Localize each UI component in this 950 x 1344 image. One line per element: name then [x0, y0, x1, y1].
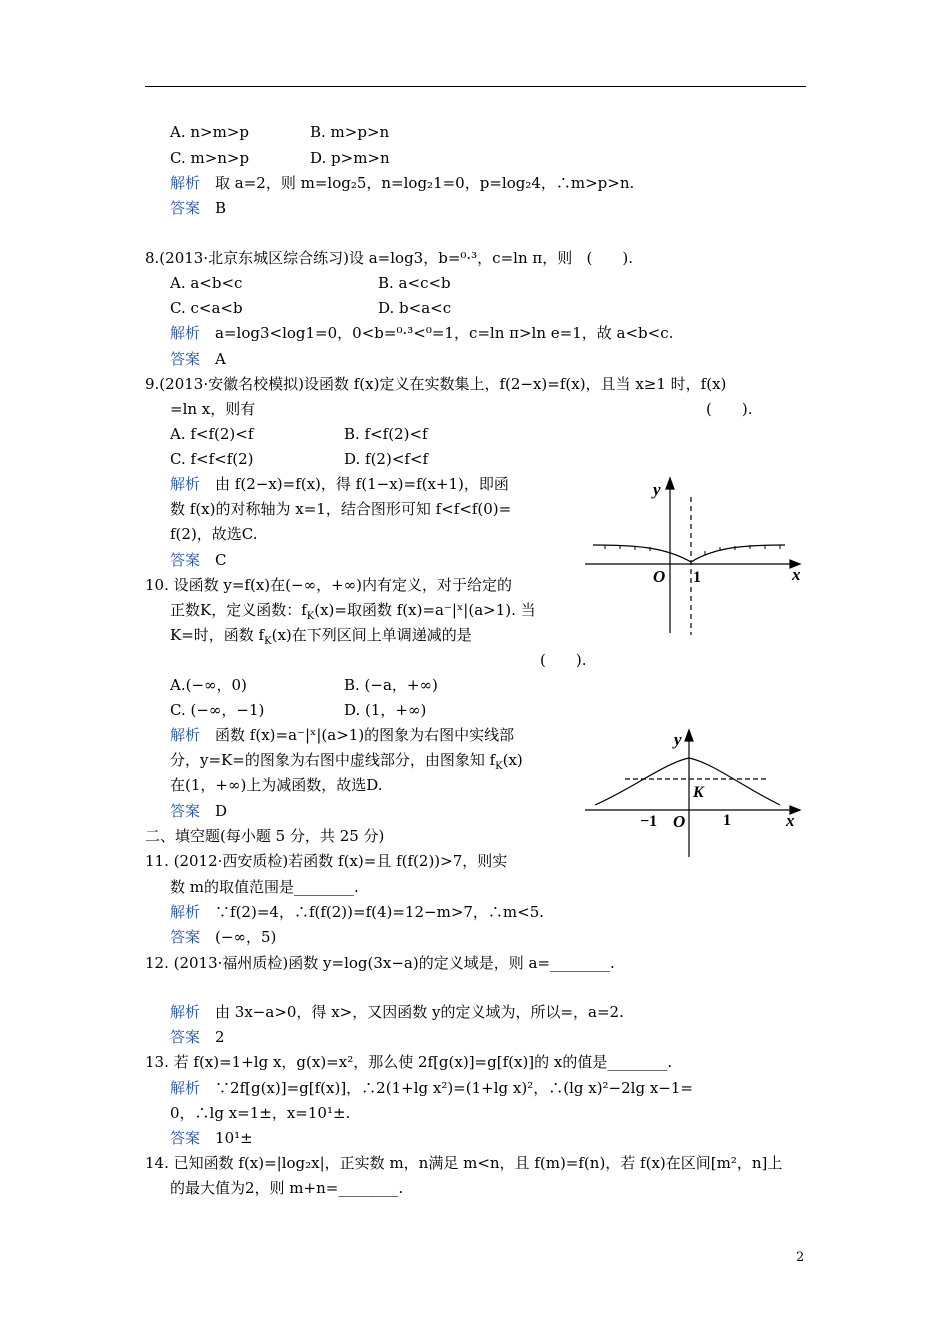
q7-option-d: D. p>m>n — [310, 149, 390, 167]
q9-curve-left — [593, 545, 691, 562]
q13-answer: 10¹± — [215, 1129, 253, 1147]
q9-option-a: A. f<f(2)<f — [170, 425, 254, 443]
q13-answer-label: 答案 — [170, 1129, 201, 1147]
q10-stem-line2-rest: (x)=取函数 f(x)=a⁻|ˣ|(a>1). 当 — [314, 601, 536, 619]
q10-analysis-line1: 函数 f(x)=a⁻|ˣ|(a>1)的图象为右图中实线部 — [215, 726, 515, 744]
q10-stem-line1: 10. 设函数 y=f(x)在(−∞，+∞)内有定义，对于给定的 — [145, 576, 512, 594]
q9-analysis-line3: f(2)，故选C. — [170, 525, 258, 543]
q14-stem-line1: 14. 已知函数 f(x)=|log₂x|，正实数 m，n满足 m<n，且 f(m)=f(n)，若 f(x)在区间[m²，n]上 — [145, 1154, 783, 1172]
q9-tick-1: 1 — [693, 569, 701, 586]
q7-option-b: B. m>p>n — [310, 123, 390, 141]
q9-y-label: y — [653, 480, 661, 499]
q9-stem-line2: =ln x，则有 — [170, 400, 256, 418]
q8-option-a: A. a<b<c — [170, 274, 243, 292]
q9-analysis-line1: 由 f(2−x)=f(x)，得 f(1−x)=f(x+1)，即函 — [215, 475, 509, 493]
q8-stem: 8.(2013·北京东城区综合练习)设 a=log3，b=⁰·³，c=ln π，则 ( ). — [145, 249, 634, 267]
q9-stem-line1: 9.(2013·安徽名校模拟)设函数 f(x)定义在实数集上，f(2−x)=f(x)，且当 x≥1 时，f(x) — [145, 375, 727, 393]
q7-option-c: C. m>n>p — [170, 149, 250, 167]
q11-stem-line2: 数 m的取值范围是________. — [170, 878, 359, 896]
q12-analysis: 由 3x−a>0，得 x>，又因函数 y的定义域为，所以=，a=2. — [215, 1003, 624, 1021]
q8-answer: A — [215, 350, 226, 368]
q10-k-label: K — [693, 784, 704, 801]
q7-answer: B — [215, 199, 227, 217]
q7-option-a: A. n>m>p — [170, 123, 249, 141]
q10-answer-label: 答案 — [170, 802, 201, 820]
q10-option-d: D. (1，+∞) — [344, 701, 427, 719]
q7-analysis: 取 a=2，则 m=log₂5，n=log₂1=0，p=log₂4，∴m>p>n. — [215, 174, 635, 192]
q10-curve — [595, 758, 780, 805]
q13-analysis-line1: ∵2f[g(x)]=g[f(x)]，∴2(1+lg x²)=(1+lg x)²，∴(lg x)²−2lg x−1= — [215, 1079, 693, 1097]
q8-option-c: C. c<a<b — [170, 299, 243, 317]
q10-tick-neg1: −1 — [640, 813, 658, 830]
q10-analysis-line2: 分，y=K=的图象为右图中虚线部分，由图象知 f — [170, 751, 496, 769]
q11-answer-label: 答案 — [170, 928, 201, 946]
q13-stem: 13. 若 f(x)=1+lg x，g(x)=x²，那么使 2f[g(x)]=g[f(x)]的 x的值是________. — [145, 1053, 673, 1071]
q10-graph — [585, 725, 810, 860]
q8-option-b: B. a<c<b — [378, 274, 451, 292]
q10-stem-line3: K=时，函数 f — [170, 626, 265, 644]
q12-analysis-label: 解析 — [170, 1003, 201, 1021]
q8-answer-label: 答案 — [170, 350, 201, 368]
q9-option-b: B. f<f(2)<f — [344, 425, 428, 443]
page-number: 2 — [796, 1250, 805, 1265]
q10-x-label: x — [786, 811, 795, 830]
q9-answer-label: 答案 — [170, 551, 201, 569]
section-2-heading: 二、填空题(每小题 5 分，共 25 分) — [145, 827, 385, 845]
q9-answer-paren: ( ). — [706, 400, 753, 418]
q9-option-c: C. f<f<f(2) — [170, 450, 254, 468]
q10-y-label: y — [674, 730, 682, 749]
q7-analysis-label: 解析 — [170, 174, 201, 192]
q10-analysis-label: 解析 — [170, 726, 201, 744]
q10-option-c: C. (−∞，−1) — [170, 701, 265, 719]
q9-graph — [585, 475, 810, 635]
header-rule — [145, 86, 806, 87]
q10-analysis-line2-sub: K — [495, 761, 503, 772]
q10-analysis-line2-rest: (x) — [502, 751, 523, 769]
q12-answer: 2 — [215, 1028, 225, 1046]
q11-answer: (−∞，5) — [215, 928, 277, 946]
q9-analysis-label: 解析 — [170, 475, 201, 493]
q12-stem: 12. (2013·福州质检)函数 y=log(3x−a)的定义域是，则 a=________. — [145, 954, 615, 972]
q11-analysis: ∵f(2)=4，∴f(f(2))=f(4)=12−m>7，∴m<5. — [215, 903, 545, 921]
q9-analysis-line2: 数 f(x)的对称轴为 x=1，结合图形可知 f<f<f(0)= — [170, 500, 512, 518]
q8-option-d: D. b<a<c — [378, 299, 452, 317]
q10-stem-line2: 正数K，定义函数：f — [170, 601, 307, 619]
q10-tick-1: 1 — [723, 812, 731, 829]
q10-stem-line3-sub: K — [264, 636, 272, 647]
q13-analysis-label: 解析 — [170, 1079, 201, 1097]
q13-analysis-line2: 0，∴lg x=1±，x=10¹±. — [170, 1104, 351, 1122]
q10-answer-paren: ( ). — [540, 651, 587, 669]
q10-origin-label: O — [673, 812, 686, 831]
q10-option-b: B. (−a，+∞) — [344, 676, 438, 694]
q7-answer-label: 答案 — [170, 199, 201, 217]
q14-stem-line2: 的最大值为2，则 m+n=________. — [170, 1179, 404, 1197]
q10-answer: D — [215, 802, 228, 820]
q8-analysis: a=log3<log1=0，0<b=⁰·³<⁰=1，c=ln π>ln e=1，故 a<b<c. — [215, 324, 674, 342]
q10-stem-line2-sub: K — [306, 611, 315, 622]
q9-answer: C — [215, 551, 227, 569]
q9-origin-label: O — [653, 567, 666, 586]
q10-option-a: A.(−∞，0) — [170, 676, 247, 694]
q10-stem-line3-rest: (x)在下列区间上单调递减的是 — [271, 626, 472, 644]
q9-x-label: x — [792, 565, 801, 584]
q12-answer-label: 答案 — [170, 1028, 201, 1046]
q8-analysis-label: 解析 — [170, 324, 201, 342]
q11-analysis-label: 解析 — [170, 903, 201, 921]
q9-option-d: D. f(2)<f<f — [344, 450, 429, 468]
q11-stem-line1: 11. (2012·西安质检)若函数 f(x)=且 f(f(2))>7，则实 — [145, 852, 508, 870]
q10-analysis-line3: 在(1，+∞)上为减函数，故选D. — [170, 776, 383, 794]
